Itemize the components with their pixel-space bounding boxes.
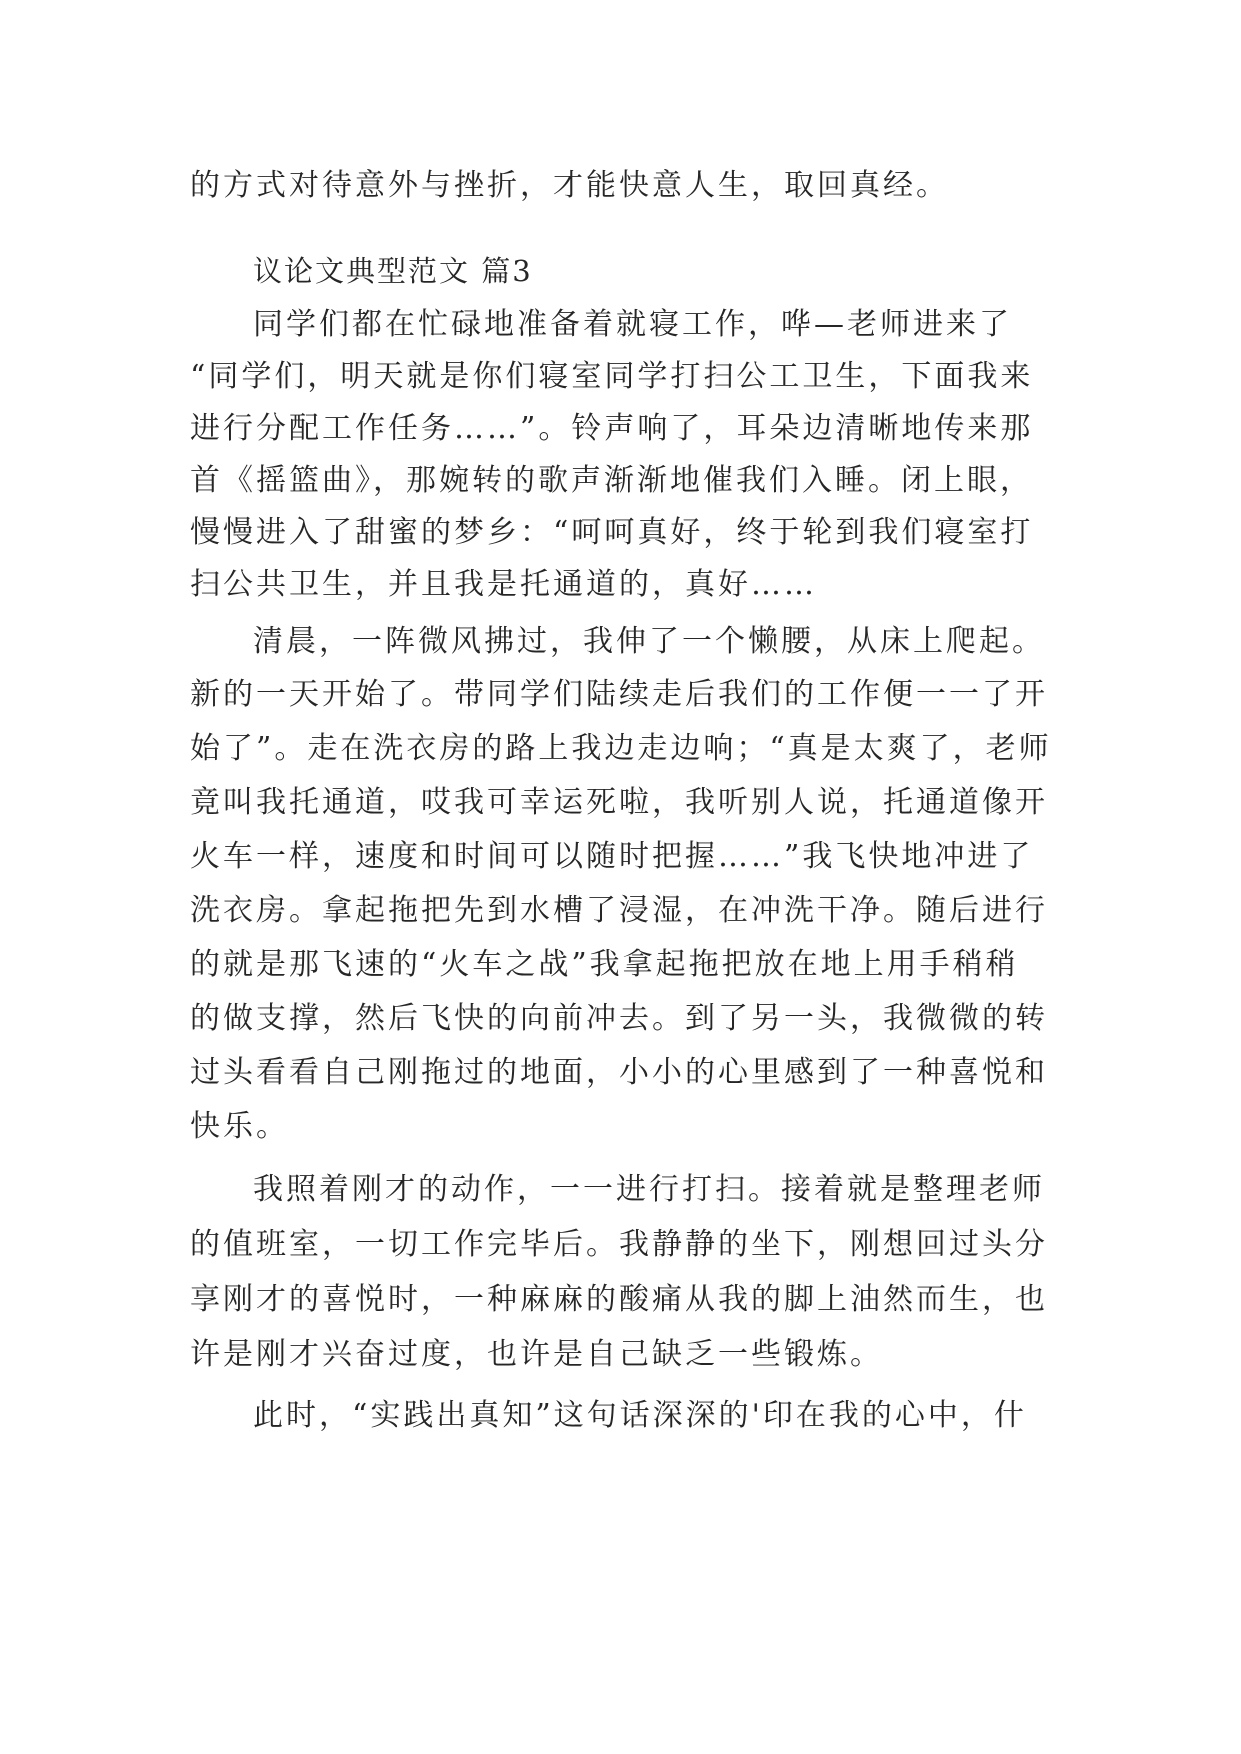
section-heading: 议论文典型范文 篇3: [253, 254, 533, 288]
paragraph-line: “同学们，明天就是你们寝室同学打扫公工卫生，下面我来: [190, 359, 1034, 394]
paragraph-line: 扫公共卫生，并且我是托通道的，真好……: [190, 567, 817, 602]
paragraph-line: 火车一样，速度和时间可以随时把握……”我飞快地冲进了: [190, 839, 1034, 874]
paragraph-line: 洗衣房。拿起拖把先到水槽了浸湿，在冲洗干净。随后进行: [190, 893, 1048, 928]
paragraph-line: 的就是那飞速的“火车之战”我拿起拖把放在地上用手稍稍: [190, 947, 1019, 982]
paragraph-line: 过头看看自己刚拖过的地面，小小的心里感到了一种喜悦和: [190, 1055, 1048, 1090]
paragraph-line: 的方式对待意外与挫折，才能快意人生，取回真经。: [190, 168, 949, 203]
paragraph-line: 享刚才的喜悦时，一种麻麻的酸痛从我的脚上油然而生，也: [190, 1282, 1048, 1317]
paragraph-line: 许是刚才兴奋过度，也许是自己缺乏一些锻炼。: [190, 1337, 883, 1372]
paragraph-line: 我照着刚才的动作，一一进行打扫。接着就是整理老师: [253, 1172, 1045, 1207]
paragraph-line: 同学们都在忙碌地准备着就寝工作，哗—老师进来了: [253, 307, 1012, 342]
paragraph-line: 清晨，一阵微风拂过，我伸了一个懒腰，从床上爬起。: [253, 624, 1045, 659]
paragraph-line: 始了”。走在洗衣房的路上我边走边响；“真是太爽了，老师: [190, 731, 1052, 766]
paragraph-line: 慢慢进入了甜蜜的梦乡：“呵呵真好，终于轮到我们寝室打: [190, 515, 1034, 550]
paragraph-line: 快乐。: [190, 1109, 289, 1144]
paragraph-line: 进行分配工作任务……”。铃声响了，耳朵边清晰地传来那: [190, 411, 1034, 446]
paragraph-line: 新的一天开始了。带同学们陆续走后我们的工作便一一了开: [190, 677, 1048, 712]
paragraph-line: 竟叫我托通道，哎我可幸运死啦，我听别人说，托通道像开: [190, 785, 1048, 820]
paragraph-line: 首《摇篮曲》，那婉转的歌声渐渐地催我们入睡。闭上眼，: [190, 463, 1033, 498]
paragraph-line: 的值班室，一切工作完毕后。我静静的坐下，刚想回过头分: [190, 1227, 1048, 1262]
paragraph-line: 此时，“实践出真知”这句话深深的'印在我的心中，什: [253, 1398, 1027, 1433]
paragraph-line: 的做支撑，然后飞快的向前冲去。到了另一头，我微微的转: [190, 1001, 1048, 1036]
